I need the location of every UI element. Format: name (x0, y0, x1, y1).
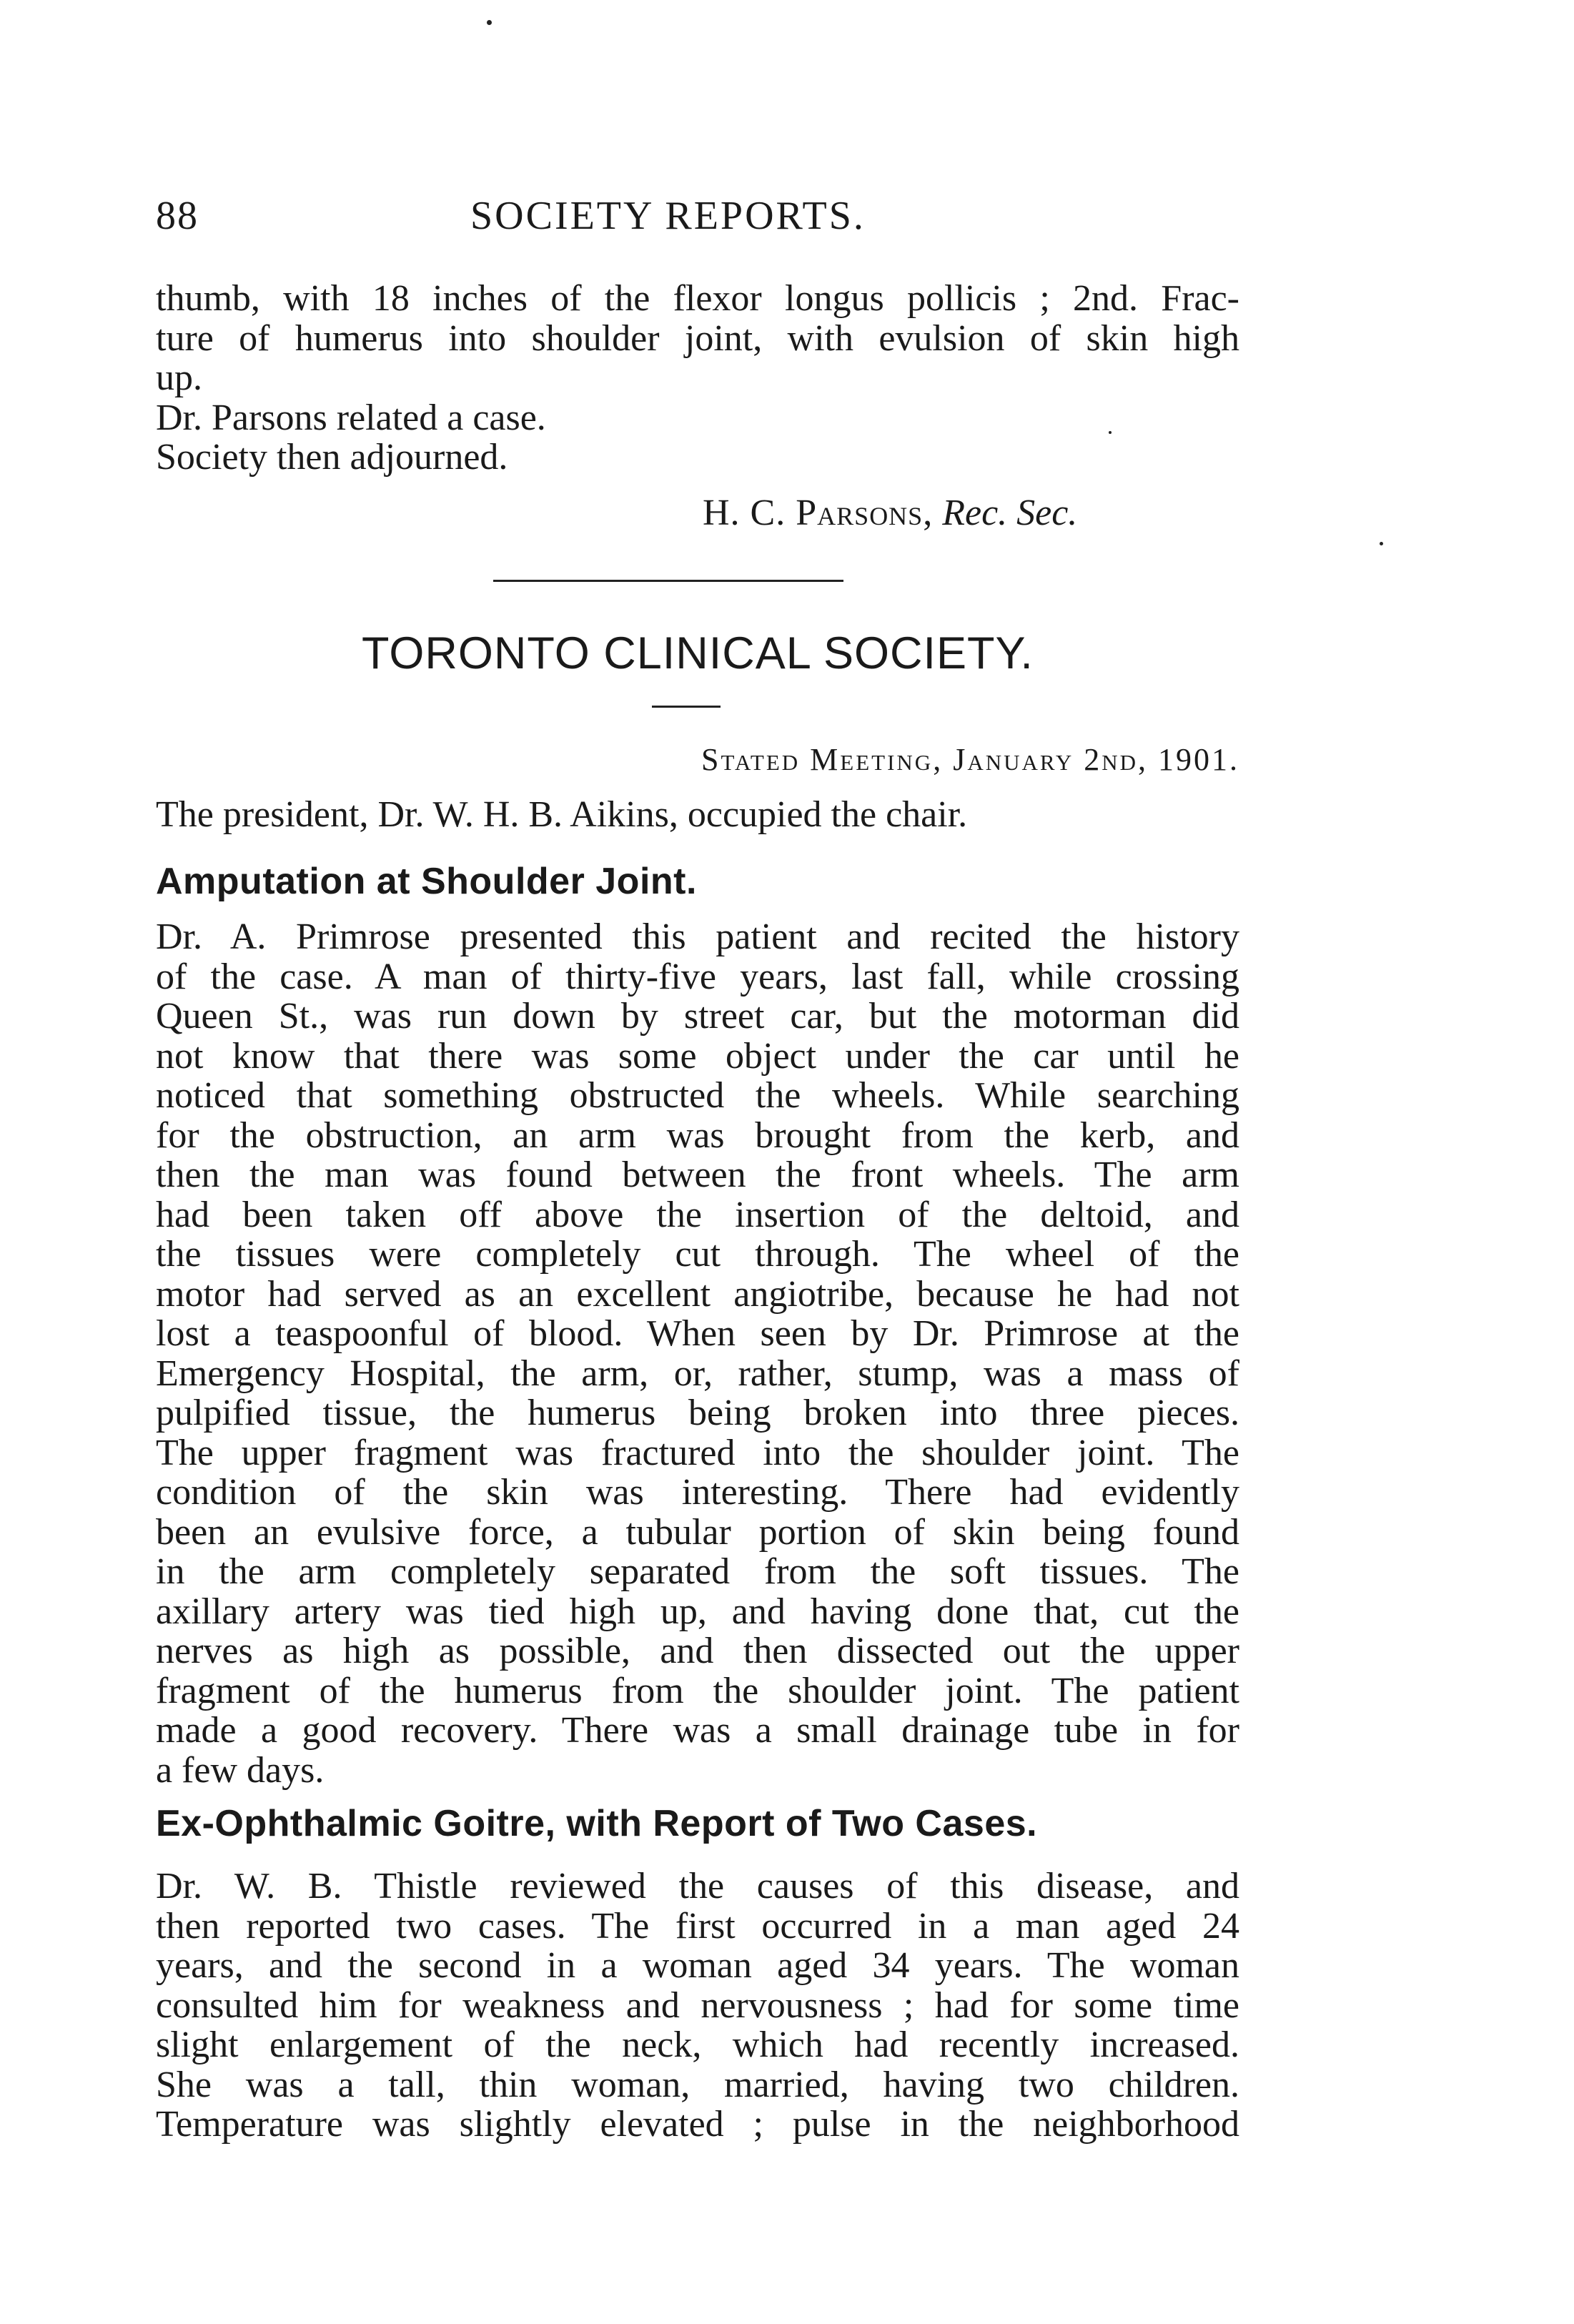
text-line: of the case. A man of thirty-five years, last fall, while crossing (156, 956, 1239, 997)
text-line: Emergency Hospital, the arm, or, rather, stump, was a mass of (156, 1353, 1239, 1394)
scan-speck (487, 20, 492, 25)
text-line: slight enlargement of the neck, which had recently increased. (156, 2024, 1239, 2065)
scan-speck (1380, 542, 1383, 545)
text-line: nerves as high as possible, and then dissected out the upper (156, 1631, 1239, 1671)
text-line: Queen St., was run down by street car, but the motorman did (156, 996, 1239, 1037)
text-line: Dr. Parsons related a case. (156, 397, 546, 438)
text-line: lost a teaspoonful of blood. When seen by Dr. Primrose at the (156, 1313, 1239, 1354)
case-heading: Amputation at Shoulder Joint. (156, 861, 697, 902)
president-paragraph (156, 795, 1239, 835)
section-title: TORONTO CLINICAL SOCIETY. (362, 628, 1034, 678)
text-line: a few days. (156, 1749, 325, 1791)
text-line: ture of humerus into shoulder joint, with evulsion of skin high (156, 317, 1239, 359)
text-line: condition of the skin was interesting. There had evidently (156, 1472, 1239, 1513)
section-divider (493, 580, 843, 582)
meeting-date: Stated Meeting, January 2nd, 1901. (701, 742, 1239, 777)
signature (703, 493, 1077, 533)
text-line: the tissues were completely cut through. The wheel of the (156, 1234, 1239, 1275)
signature-name: H. C. Parsons, (703, 493, 934, 533)
text-line: motor had served as an excellent angiotribe, because he had not (156, 1273, 1239, 1315)
text-line: thumb, with 18 inches of the flexor longus pollicis ; 2nd. Frac- (156, 278, 1239, 319)
text-line: not know that there was some object under the car until he (156, 1035, 1239, 1077)
text-line: Society then adjourned. (156, 437, 508, 478)
title-rule (652, 706, 721, 708)
case-paragraph (156, 1866, 1239, 2145)
signature-title: Rec. Sec. (942, 493, 1078, 533)
text-line: then reported two cases. The first occurred in a man aged 24 (156, 1905, 1239, 1947)
text-line: been an evulsive force, a tubular portion of skin being found (156, 1511, 1239, 1553)
case-heading: Ex-Ophthalmic Goitre, with Report of Two Cases. (156, 1803, 1038, 1844)
page-number: 88 (156, 194, 199, 238)
text-line: pulpified tissue, the humerus being broken into three pieces. (156, 1393, 1239, 1433)
text-line: up. (156, 357, 202, 398)
case-paragraph (156, 917, 1239, 1790)
text-line: in the arm completely separated from the soft tissues. The (156, 1551, 1239, 1592)
text-line: noticed that something obstructed the wheels. While searching (156, 1075, 1239, 1116)
text-line: She was a tall, thin woman, married, having two children. (156, 2064, 1239, 2105)
text-line: made a good recovery. There was a small drainage tube in for (156, 1710, 1239, 1751)
text-line: consulted him for weakness and nervousness ; had for some time (156, 1984, 1239, 2026)
text-line: axillary artery was tied high up, and having done that, cut the (156, 1591, 1239, 1632)
text-line: years, and the second in a woman aged 34 years. The woman (156, 1945, 1239, 1986)
text-line: fragment of the humerus from the shoulder joint. The patient (156, 1670, 1239, 1711)
text-line: The president, Dr. W. H. B. Aikins, occupied the chair. (156, 794, 968, 835)
text-line: Dr. W. B. Thistle reviewed the causes of this disease, and (156, 1866, 1239, 1907)
text-line: for the obstruction, an arm was brought from the kerb, and (156, 1114, 1239, 1156)
previous-report-text (156, 279, 1239, 478)
text-line: then the man was found between the front wheels. The arm (156, 1154, 1239, 1195)
text-line: The upper fragment was fractured into the shoulder joint. The (156, 1432, 1239, 1473)
running-head-title: SOCIETY REPORTS. (470, 194, 866, 238)
text-line: Temperature was slightly elevated ; pulse in the neighborhood (156, 2104, 1239, 2145)
text-line: had been taken off above the insertion of the deltoid, and (156, 1194, 1239, 1235)
text-line: Dr. A. Primrose presented this patient and recited the history (156, 916, 1239, 957)
